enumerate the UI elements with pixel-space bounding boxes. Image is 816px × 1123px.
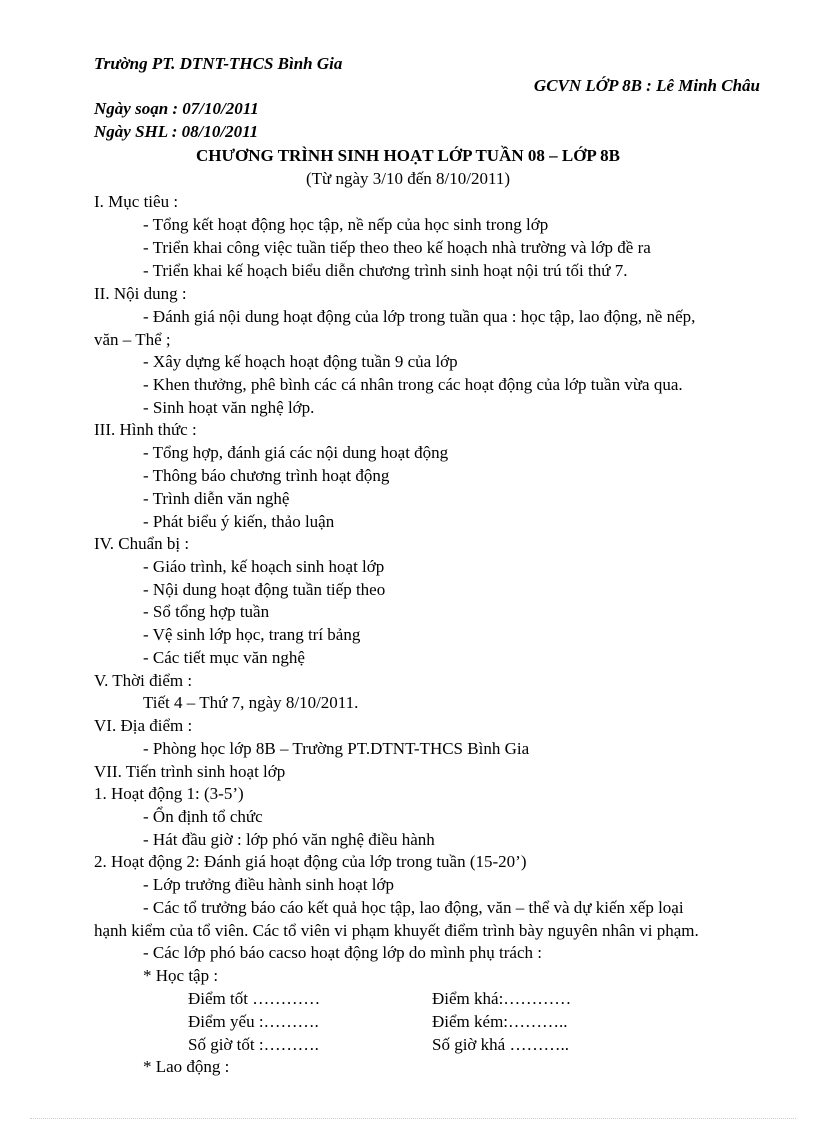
section-heading-time: V. Thời điểm : — [94, 671, 193, 690]
list-item: - Lớp trưởng điều hành sinh hoạt lớp — [143, 875, 395, 894]
list-item: - Nội dung hoạt động tuần tiếp theo — [143, 580, 386, 599]
list-item: - Ổn định tổ chức — [143, 807, 263, 826]
page-bottom-divider — [30, 1118, 796, 1119]
document-title: CHƯƠNG TRÌNH SINH HOẠT LỚP TUẦN 08 – LỚP 8B — [196, 146, 620, 165]
location-text: - Phòng học lớp 8B – Trường PT.DTNT-THCS Bình Gia — [143, 739, 530, 758]
list-item: - Các tổ trưởng báo cáo kết quả học tập, lao động, văn – thể và dự kiến xếp loại — [143, 898, 684, 917]
study-heading: * Học tập : — [143, 966, 219, 985]
list-item: - Hát đầu giờ : lớp phó văn nghệ điều hành — [143, 830, 435, 849]
list-item: - Tổng hợp, đánh giá các nội dung hoạt động — [143, 443, 449, 462]
study-field: Số giờ khá ……….. — [432, 1035, 569, 1054]
time-text: Tiết 4 – Thứ 7, ngày 8/10/2011. — [143, 693, 359, 712]
study-field: Số giờ tốt :………. — [188, 1035, 319, 1054]
activity-2-heading: 2. Hoạt động 2: Đánh giá hoạt động của lớp trong tuần (15-20’) — [94, 852, 527, 871]
school-name: Trường PT. DTNT-THCS Bình Gia — [94, 54, 343, 73]
section-heading-preparation: IV. Chuẩn bị : — [94, 534, 190, 553]
study-field: Điểm kém:……….. — [432, 1012, 568, 1031]
list-item: - Các tiết mục văn nghệ — [143, 648, 305, 667]
list-item-continuation: hạnh kiểm của tổ viên. Các tổ viên vi phạm khuyết điểm trình bày nguyên nhân vi phạm. — [94, 921, 699, 940]
list-item: - Triển khai công việc tuần tiếp theo theo kế hoạch nhà trường và lớp đề ra — [143, 238, 651, 257]
date-prepared: Ngày soạn : 07/10/2011 — [94, 99, 259, 118]
list-item: - Giáo trình, kế hoạch sinh hoạt lớp — [143, 557, 385, 576]
list-item: - Tổng kết hoạt động học tập, nề nếp của học sinh trong lớp — [143, 215, 549, 234]
section-heading-procedure: VII. Tiến trình sinh hoạt lớp — [94, 762, 286, 781]
section-heading-content: II. Nội dung : — [94, 284, 187, 303]
section-heading-format: III. Hình thức : — [94, 420, 197, 439]
list-item: - Đánh giá nội dung hoạt động của lớp trong tuần qua : học tập, lao động, nề nếp, — [143, 307, 696, 326]
date-meeting: Ngày SHL : 08/10/2011 — [94, 122, 259, 141]
list-item: - Các lớp phó báo cacso hoạt động lớp do mình phụ trách : — [143, 943, 542, 962]
list-item: - Sổ tổng hợp tuần — [143, 602, 270, 621]
list-item: - Triển khai kế hoạch biểu diễn chương trình sinh hoạt nội trú tối thứ 7. — [143, 261, 628, 280]
list-item: - Thông báo chương trình hoạt động — [143, 466, 390, 485]
list-item-continuation: văn – Thể ; — [94, 330, 171, 349]
labor-heading: * Lao động : — [143, 1057, 230, 1076]
section-heading-location: VI. Địa điểm : — [94, 716, 193, 735]
list-item: - Xây dựng kế hoạch hoạt động tuần 9 của lớp — [143, 352, 458, 371]
teacher-name: GCVN LỚP 8B : Lê Minh Châu — [533, 76, 760, 95]
study-field: Điểm yếu :………. — [188, 1012, 319, 1031]
list-item: - Sinh hoạt văn nghệ lớp. — [143, 398, 315, 417]
list-item: - Trình diễn văn nghệ — [143, 489, 290, 508]
list-item: - Phát biểu ý kiến, thảo luận — [143, 512, 335, 531]
document-subtitle: (Từ ngày 3/10 đến 8/10/2011) — [305, 169, 511, 188]
list-item: - Vệ sinh lớp học, trang trí bảng — [143, 625, 361, 644]
section-heading-objectives: I. Mục tiêu : — [94, 192, 179, 211]
study-field: Điểm tốt ………… — [188, 989, 321, 1008]
activity-1-heading: 1. Hoạt động 1: (3-5’) — [94, 784, 244, 803]
study-field: Điểm khá:………… — [432, 989, 572, 1008]
list-item: - Khen thưởng, phê bình các cá nhân trong các hoạt động của lớp tuần vừa qua. — [143, 375, 683, 394]
